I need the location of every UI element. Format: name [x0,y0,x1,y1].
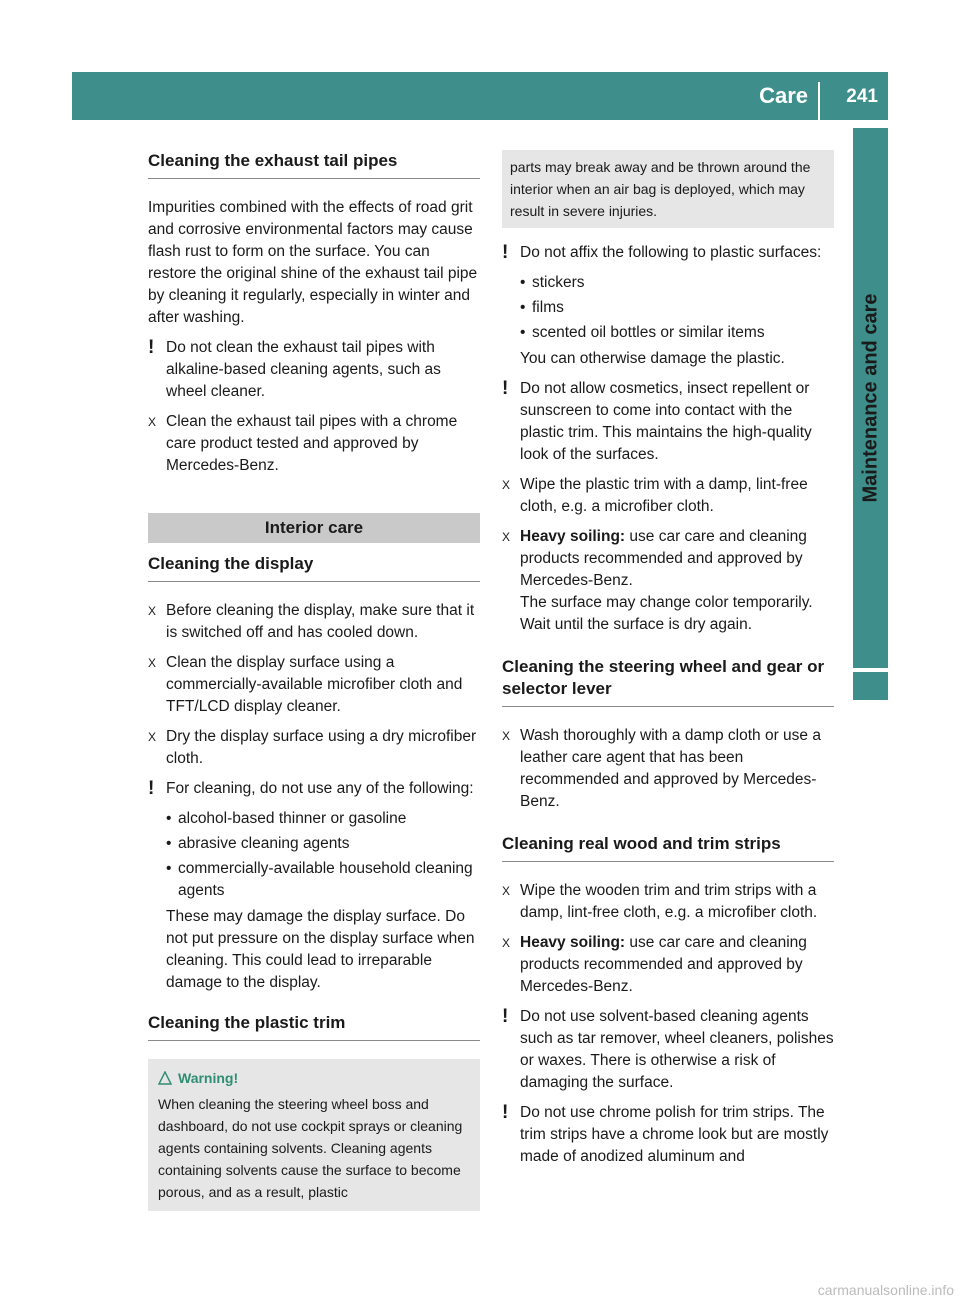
plastic-warning-1 [502,242,834,264]
step-arrow-icon: X [148,604,157,618]
display-bullets [148,808,480,902]
step-arrow-icon: X [502,729,511,743]
exhaust-step-text: Clean the exhaust tail pipes with a chrome care product tested and approved by Mercedes-Benz. [166,413,458,474]
warning-title [158,1067,470,1089]
watermark: carmanualsonline.info [817,1282,954,1298]
plastic-step-2-text: use car care and cleaning products recommended and approved by Mercedes-Benz. [520,528,807,589]
warning-mark-icon: ! [148,337,155,358]
step-arrow-icon: X [502,530,511,544]
warning-mark-icon: ! [502,242,509,263]
list-item: • stickers [520,272,834,294]
plastic-warning-2 [502,378,834,466]
exhaust-warning [148,337,480,403]
display-warning [148,778,480,800]
plastic-warning-2-text: Do not allow cosmetics, insect repellent or sunscreen to come into contact with the plastic trim. This maintains the high-quality look of the surfaces. [520,380,812,463]
wood-step-1 [502,880,834,924]
wood-warning-1 [502,1006,834,1094]
chapter-label: Maintenance and care [859,293,881,503]
plastic-warning-box [148,1059,480,1211]
exhaust-warning-text: Do not clean the exhaust tail pipes with alkaline-based cleaning agents, such as wheel cleaner. [166,339,441,400]
plastic-bullets [502,272,834,344]
plastic-step-1 [502,474,834,518]
warning-mark-icon: ! [502,378,509,399]
exhaust-step [148,411,480,477]
list-item: • commercially-available household cleaning agents [166,858,480,902]
display-warning-text: For cleaning, do not use any of the following: [166,780,474,797]
plastic-step-2-extra: The surface may change color temporarily. Wait until the surface is dry again. [520,594,813,633]
interior-care-title: Interior care [148,513,480,543]
display-step-text: Before cleaning the display, make sure that it is switched off and has cooled down. [166,602,475,641]
wood-step-2-text: use car care and cleaning products recommended and approved by Mercedes-Benz. [520,934,807,995]
step-arrow-icon: X [502,936,511,950]
display-step-2 [148,652,480,718]
display-step-text: Clean the display surface using a commercially-available microfiber cloth and TFT/LCD display cleaner. [166,654,463,715]
exhaust-heading: Cleaning the exhaust tail pipes [148,150,480,179]
wood-step-1-text: Wipe the wooden trim and trim strips with a damp, lint-free cloth, e.g. a microfiber cloth. [520,882,818,921]
wood-warning-2-text: Do not use chrome polish for trim strips. The trim strips have a chrome look but are mostly made of anodized aluminum and [520,1104,829,1165]
warning-mark-icon: ! [148,778,155,799]
warning-box-continued: parts may break away and be thrown around the interior when an air bag is deployed, which may result in severe injuries. [502,150,834,228]
page-header [72,72,888,120]
warning-triangle-icon [158,1071,172,1085]
wood-step-2 [502,932,834,998]
list-item: • abrasive cleaning agents [166,833,480,855]
left-column [148,150,480,1211]
exhaust-intro: Impurities combined with the effects of road grit and corrosive environmental factors may cause flash rust to form on the surface. You can restore the original shine of the exhaust tail pipe by cleaning it regularly, especially in winter and after washing. [148,199,478,326]
display-step-1 [148,600,480,644]
section-title: Care [759,82,820,120]
display-step-text: Dry the display surface using a dry microfiber cloth. [166,728,477,767]
wood-heading: Cleaning real wood and trim strips [502,833,834,862]
display-heading: Cleaning the display [148,553,480,582]
warning-mark-icon: ! [502,1006,509,1027]
warning-body: When cleaning the steering wheel boss and dashboard, do not use cockpit sprays or cleaning agents containing solvents. Cleaning agents containing solvents cause the surface to become porous, and as a result, plastic [158,1096,463,1200]
step-arrow-icon: X [148,730,157,744]
step-arrow-icon: X [148,656,157,670]
wood-warning-1-text: Do not use solvent-based cleaning agents such as tar remover, wheel cleaners, polishes or waxes. There is otherwise a risk of damaging the surface. [520,1008,834,1091]
display-step-3 [148,726,480,770]
steering-step [502,725,834,813]
step-arrow-icon: X [502,884,511,898]
chapter-tab [853,672,888,700]
step-arrow-icon: X [502,478,511,492]
plastic-warning-1-text: Do not affix the following to plastic surfaces: [520,244,822,261]
plastic-heading: Cleaning the plastic trim [148,1012,480,1041]
plastic-step-1-text: Wipe the plastic trim with a damp, lint-free cloth, e.g. a microfiber cloth. [520,476,808,515]
list-item: • alcohol-based thinner or gasoline [166,808,480,830]
heavy-soiling-label: Heavy soiling: [520,934,626,951]
chapter-sidebar [853,128,888,668]
steering-step-text: Wash thoroughly with a damp cloth or use a leather care agent that has been recommended and approved by Mercedes-Benz. [520,727,821,810]
warning-title-text: Warning! [178,1070,239,1086]
step-arrow-icon: X [148,415,157,429]
right-column [502,150,834,1176]
steering-heading: Cleaning the steering wheel and gear or selector lever [502,656,834,707]
wood-warning-2 [502,1102,834,1168]
display-after: These may damage the display surface. Do not put pressure on the display surface when cleaning. This could lead to irreparable damage to the display. [166,908,475,991]
warning-mark-icon: ! [502,1102,509,1123]
plastic-step-2 [502,526,834,636]
heavy-soiling-label: Heavy soiling: [520,528,626,545]
list-item: • films [520,297,834,319]
plastic-after: You can otherwise damage the plastic. [520,350,785,367]
list-item: • scented oil bottles or similar items [520,322,834,344]
page-number: 241 [846,86,878,107]
